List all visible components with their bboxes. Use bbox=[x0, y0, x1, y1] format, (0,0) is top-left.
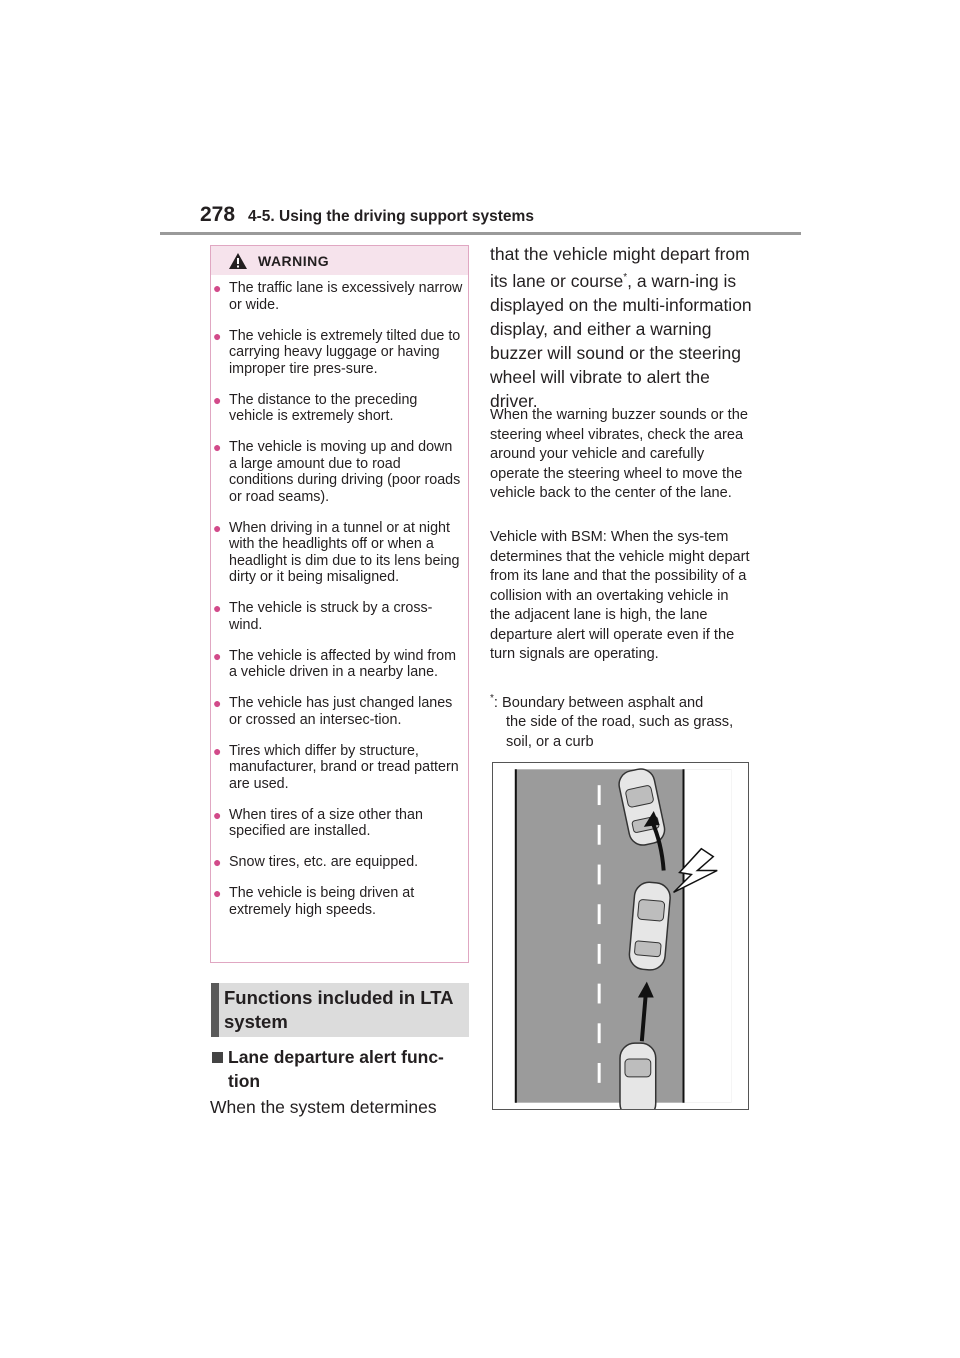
bullet-icon: ● bbox=[213, 742, 222, 759]
warning-title: WARNING bbox=[258, 253, 330, 269]
warning-triangle-icon bbox=[228, 252, 248, 270]
square-bullet-icon bbox=[212, 1052, 223, 1063]
bullet-icon: ● bbox=[213, 806, 222, 823]
warning-header bbox=[211, 246, 468, 275]
lane-departure-illustration bbox=[492, 762, 749, 1110]
warning-item: ● Snow tires, etc. are equipped. bbox=[213, 854, 419, 870]
bullet-icon: ● bbox=[213, 439, 222, 455]
bullet-icon: ● bbox=[213, 854, 222, 870]
body-paragraph: Vehicle with BSM: When the sys-tem determines that the vehicle might depart from its lane and that the possibility of a collision with an overtaking vehicle in the adjacent lane is high, the lane departure alert will operate even if the turn signals are operating. bbox=[490, 529, 750, 662]
body-paragraph: When the warning buzzer sounds or the steering wheel vibrates, check the area around your vehicle and carefully operate the steering wheel to move the vehicle back to the center of the lane. bbox=[490, 407, 748, 501]
bullet-icon: ● bbox=[213, 695, 222, 711]
bullet-icon: ● bbox=[213, 885, 222, 901]
departing-car-icon bbox=[628, 881, 671, 971]
bullet-icon: ● bbox=[213, 519, 222, 536]
bullet-icon: ● bbox=[213, 280, 222, 296]
following-car-icon bbox=[620, 1043, 656, 1110]
bullet-icon: ● bbox=[213, 391, 222, 408]
warning-item: ● The vehicle is being driven at extremely high speeds. bbox=[213, 885, 415, 918]
warning-item: ● The vehicle is extremely tilted due to carrying heavy luggage or having improper tire pres-sure. bbox=[213, 327, 461, 377]
footnote: *: Boundary between asphalt and the side of the road, such as grass, soil, or a curb bbox=[490, 693, 734, 750]
bullet-icon: ● bbox=[213, 647, 222, 664]
bullet-icon: ● bbox=[213, 327, 222, 344]
header-rule bbox=[160, 232, 801, 235]
functions-heading: Functions included in LTA system bbox=[224, 987, 453, 1032]
warning-item: ● The vehicle is affected by wind from a vehicle driven in a nearby lane. bbox=[213, 647, 457, 680]
warning-item: ● The traffic lane is excessively narrow or wide. bbox=[213, 280, 463, 313]
page-number: 278 bbox=[200, 203, 236, 226]
functions-heading-bar bbox=[211, 983, 219, 1037]
warning-item: ● When driving in a tunnel or at night with the headlights off or when a headlight is dim due to its lens being dirty or it being misaligned. bbox=[213, 519, 460, 585]
body-intro: When the system determines bbox=[210, 1097, 437, 1117]
warning-item: ● The vehicle is struck by a cross-wind. bbox=[213, 600, 433, 633]
body-continued: that the vehicle might depart from its lane or course*, a warn-ing is displayed on the multi-information display, and either a warning buzzer will sound or the steering wheel will vibrate to alert the driver. bbox=[490, 244, 752, 411]
subheading: Lane departure alert func-tion bbox=[228, 1047, 444, 1091]
warning-item: ● The vehicle is moving up and down a large amount due to road conditions during driving (poor roads or road seams). bbox=[213, 439, 461, 505]
shoulder bbox=[684, 769, 731, 1102]
warning-list bbox=[213, 280, 463, 933]
footnote-mark: * bbox=[490, 693, 494, 704]
warning-item: ● When tires of a size other than specified are installed. bbox=[213, 806, 423, 839]
bullet-icon: ● bbox=[213, 600, 222, 616]
warning-item: ● The distance to the preceding vehicle is extremely short. bbox=[213, 391, 418, 424]
warning-item: ● Tires which differ by structure, manufacturer, brand or tread pattern are used. bbox=[213, 742, 459, 792]
warning-item: ● The vehicle has just changed lanes or crossed an intersec-tion. bbox=[213, 695, 453, 728]
asterisk-mark: * bbox=[623, 272, 628, 283]
section-title: 4-5. Using the driving support systems bbox=[248, 208, 534, 225]
